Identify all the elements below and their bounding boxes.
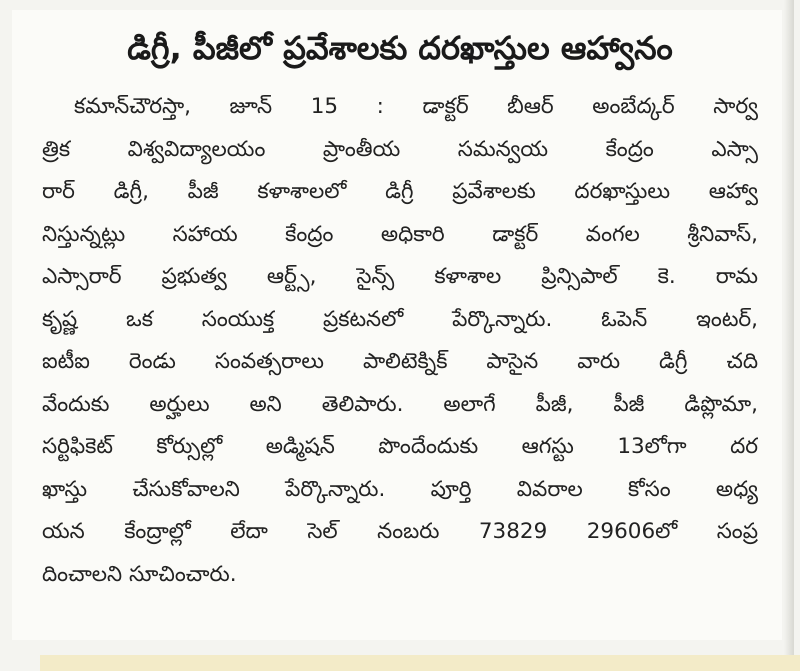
article-line: నిస్తున్నట్లు సహాయ కేంద్రం అధికారి డాక్టర్ వంగల శ్రీనివాస్,	[42, 221, 758, 247]
article-line: యన కేంద్రాల్లో లేదా సెల్ నంబరు 73829 29606లో సంప్ర	[42, 519, 758, 544]
scan-edge-shadow	[784, 0, 794, 671]
article-headline: డిగ్రీ, పీజీలో ప్రవేశాలకు దరఖాస్తుల ఆహ్వానం	[127, 29, 673, 67]
article-line: కమాన్‌చౌరస్తా, జూన్ 15 : డాక్టర్ బీఆర్ అంబేద్కర్ సార్వ	[74, 94, 758, 119]
article-line: త్రిక విశ్వవిద్యాలయం ప్రాంతీయ సమన్వయ కేంద్రం ఎస్సా	[42, 136, 758, 162]
adjacent-clipping-strip	[40, 655, 800, 671]
article-line: రార్ డిగ్రీ, పీజీ కళాశాలలో డిగ్రీ ప్రవేశాలకు దరఖాస్తులు ఆహ్వా	[42, 179, 758, 204]
article-body	[42, 86, 758, 596]
article-line: సర్టిఫికెట్ కోర్సుల్లో అడ్మిషన్ పొందేందుకు ఆగస్టు 13లోగా దర	[42, 434, 758, 459]
article-line: ఐటీఐ రెండు సంవత్సరాలు పాలిటెక్నిక్ పాసైన వారు డిగ్రీ చది	[42, 349, 758, 374]
article-line: ఖాస్తు చేసుకోవాలని పేర్కొన్నారు. పూర్తి వివరాల కోసం అధ్య	[42, 476, 758, 502]
article-line: ఎస్సారార్ ప్రభుత్వ ఆర్ట్స్, సైన్స్ కళాశాల ప్రిన్సిపాల్ కె. రామ	[42, 264, 758, 289]
article-line: కృష్ణ ఒక సంయుక్త ప్రకటనలో పేర్కొన్నారు. ఓపెన్ ఇంటర్,	[42, 306, 758, 332]
article-clipping	[12, 10, 782, 640]
article-line: దించాలని సూచించారు.	[42, 561, 237, 587]
article-line: వేందుకు అర్హులు అని తెలిపారు. అలాగే పీజీ, పీజీ డిప్లొమా,	[42, 391, 758, 417]
